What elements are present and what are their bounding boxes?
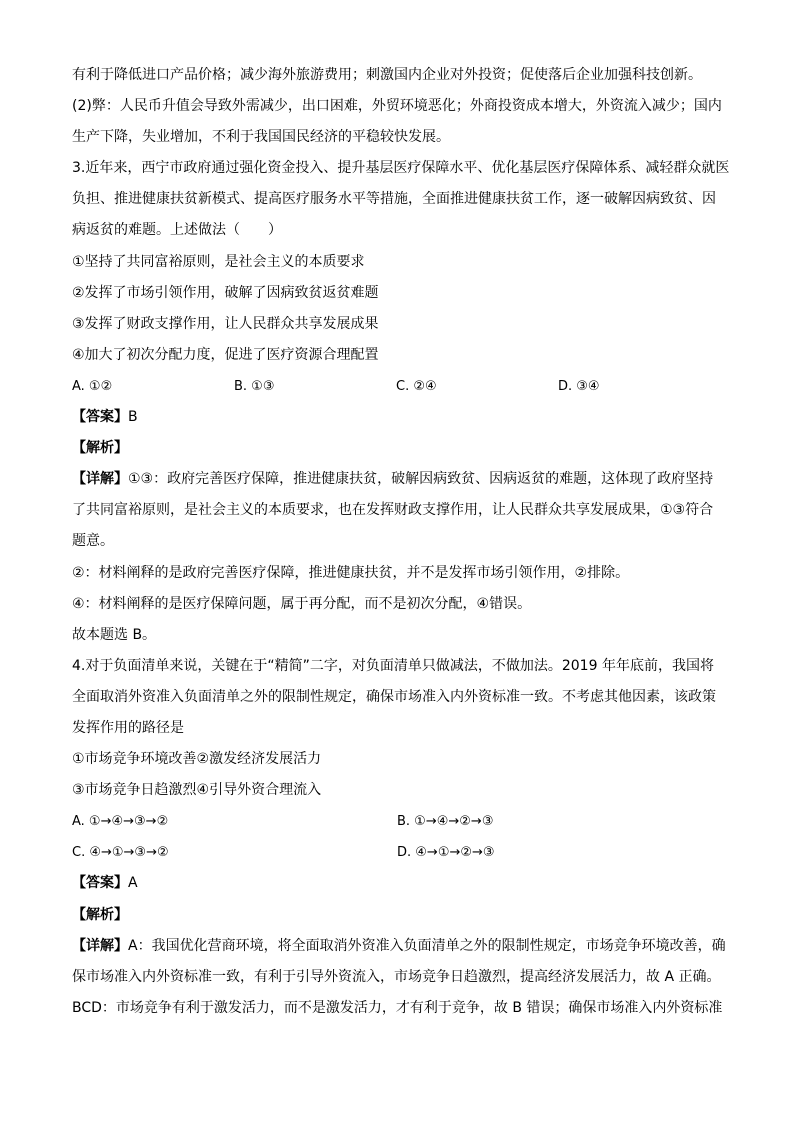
detail-line: 题意。 — [72, 533, 114, 550]
answer-line — [72, 868, 722, 899]
document-page — [72, 60, 730, 1024]
analysis-line — [72, 433, 722, 464]
option-b: B. ①③ — [234, 378, 275, 394]
detail-text: ①③：政府完善医疗保障，推进健康扶贫，破解因病致贫、因病返贫的难题，这体现了政府坚持 — [128, 471, 714, 488]
detail-line: ④：材料阐释的是医疗保障问题，属于再分配，而不是初次分配，④错误。 — [72, 595, 532, 612]
question-3 — [72, 153, 730, 651]
option-c: C. ④→①→③→② — [72, 845, 169, 861]
question-item: ①坚持了共同富裕原则，是社会主义的本质要求 — [72, 253, 365, 270]
text-line: 生产下降，失业增加，不利于我国国民经济的平稳较快发展。 — [72, 129, 450, 146]
question-stem: 病返贫的难题。上述做法（ ） — [72, 222, 282, 239]
detail-line — [72, 464, 722, 495]
question-stem: 全面取消外资准入负面清单之外的限制性规定，确保市场准入内外资标准一致。不考虑其他因素，该政策 — [72, 688, 716, 705]
question-item: ③发挥了财政支撑作用，让人民群众共享发展成果 — [72, 315, 379, 332]
question-item: ④加大了初次分配力度，促进了医疗资源合理配置 — [72, 346, 379, 363]
answer-line — [72, 402, 722, 433]
detail-text: A：我国优化营商环境，将全面取消外资准入负面清单之外的限制性规定，市场竞争环境改善，确 — [128, 937, 726, 954]
option-a: A. ①→④→③→② — [72, 814, 169, 830]
analysis-line — [72, 900, 722, 931]
detail-line — [72, 931, 726, 962]
question-item: ②发挥了市场引领作用，破解了因病致贫返贫难题 — [72, 284, 379, 301]
detail-line: 了共同富裕原则，是社会主义的本质要求，也在发挥财政支撑作用，让人民群众共享发展成果，①③符合 — [72, 502, 714, 519]
analysis-tag: 【解析】 — [72, 440, 128, 457]
detail-line: 保市场准入内外资标准一致，有利于引导外资流入，市场竞争日趋激烈，提高经济发展活力，故 A 正确。 — [72, 968, 721, 985]
option-a: A. ①② — [72, 378, 113, 394]
option-b: B. ①→④→②→③ — [397, 814, 494, 830]
answer-options — [72, 371, 722, 402]
question-stem: 4.对于负面清单来说，关键在于“精简”二字，对负面清单只做减法，不做加法。2019 年年底前，我国将 — [72, 657, 714, 674]
option-d: D. ③④ — [558, 378, 600, 394]
answer-options — [72, 806, 722, 837]
answer-value: B — [128, 409, 138, 426]
question-stem: 负担、推进健康扶贫新模式、提高医疗服务水平等措施，全面推进健康扶贫工作，逐一破解因病致贫、因 — [72, 191, 716, 208]
answer-tag: 【答案】 — [72, 875, 128, 892]
option-d: D. ④→①→②→③ — [397, 845, 495, 861]
answer-value: A — [128, 875, 138, 892]
question-item: ①市场竞争环境改善②激发经济发展活力 — [72, 751, 322, 768]
answer-options — [72, 837, 722, 868]
question-stem: 发挥作用的路径是 — [72, 719, 184, 736]
detail-line: ②：材料阐释的是政府完善医疗保障，推进健康扶贫，并不是发挥市场引领作用，②排除。 — [72, 564, 630, 581]
question-4 — [72, 651, 726, 1024]
question-stem: 3.近年来，西宁市政府通过强化资金投入、提升基层医疗保障水平、优化基层医疗保障体系、减轻群众就医 — [72, 160, 730, 177]
detail-tag: 【详解】 — [72, 937, 128, 954]
detail-line: BCD：市场竞争有利于激发活力，而不是激发活力，才有利于竞争，故 B 错误；确保市场准入内外资标准 — [72, 999, 723, 1016]
text-line: 有利于降低进口产品价格；减少海外旅游费用；刺激国内企业对外投资；促使落后企业加强科技创新。 — [72, 67, 702, 83]
answer-tag: 【答案】 — [72, 409, 128, 426]
text-line: (2)弊：人民币升值会导致外需减少，出口困难，外贸环境恶化；外商投资成本增大，外资流入减少；国内 — [72, 98, 722, 115]
option-c: C. ②④ — [396, 378, 437, 394]
detail-tag: 【详解】 — [72, 471, 128, 488]
analysis-tag: 【解析】 — [72, 906, 128, 923]
question-item: ③市场竞争日趋激烈④引导外资合理流入 — [72, 782, 322, 799]
detail-line: 故本题选 B。 — [72, 626, 157, 643]
